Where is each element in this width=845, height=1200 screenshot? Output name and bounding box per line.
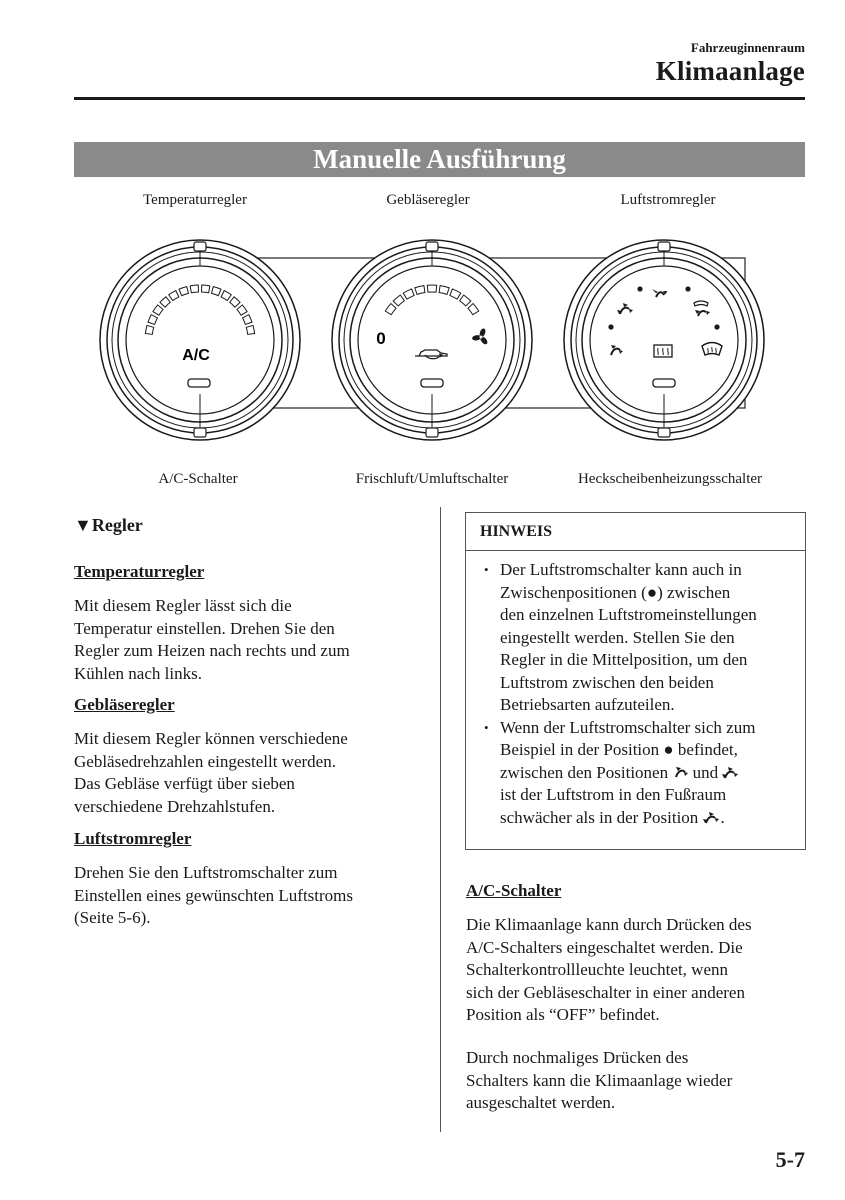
position-dot [714, 324, 719, 329]
paragraph-geblaeseregler: Mit diesem Regler können verschiedene Gebläsedrehzahlen eingestellt werden. Das Gebläse verfügt über sieben verschiedene Drehzahlstufen. [74, 729, 348, 816]
label-ac-schalter: A/C-Schalter [158, 471, 238, 487]
position-dot [608, 324, 613, 329]
ac-switch-indicator[interactable] [188, 379, 210, 387]
bi-level-vent-icon [703, 809, 721, 825]
triangle-down-icon: ▼ [74, 515, 92, 535]
fan-off-label: 0 [376, 329, 386, 348]
label-geblaeseregler: Gebläseregler [386, 192, 470, 208]
heading-ac-schalter: A/C-Schalter [466, 881, 562, 900]
section-banner: Manuelle Ausführung [74, 142, 805, 177]
chapter-title: Klimaanlage [655, 56, 805, 86]
paragraph-luftstromregler: Drehen Sie den Luftstromschalter zum Einstellen eines gewünschten Luftstroms (Seite 5-6). [74, 863, 354, 927]
label-heckscheibe: Heckscheibenheizungsschalter [577, 471, 763, 487]
paragraph-ac-schalter-2: Durch nochmaliges Drücken des Schalters kann die Klimaanlage wieder ausgeschaltet werden. [466, 1048, 733, 1112]
label-temperaturregler: Temperaturregler [143, 192, 247, 208]
section-regler-title: Regler [91, 515, 143, 535]
position-dot [637, 286, 642, 291]
temperature-knob[interactable] [100, 240, 300, 440]
header-rule [74, 97, 805, 100]
bi-level-vent-icon [722, 764, 740, 780]
heading-geblaeseregler: Gebläseregler [74, 695, 175, 714]
section-header: Fahrzeuginnenraum [690, 40, 805, 55]
paragraph-ac-schalter-1: Die Klimaanlage kann durch Drücken des A/C-Schalters eingeschaltet werden. Die Schalterkontrollleuchte leuchtet, wenn sich der Gebläseschalter in einer anderen Position als “OFF” befindet. [466, 915, 752, 1024]
climate-control-panel [0, 185, 845, 470]
fan-speed-knob[interactable] [332, 240, 532, 440]
label-frischluft-umluft: Frischluft/Umluftschalter [355, 471, 509, 487]
position-dot-icon: ● [663, 740, 674, 759]
note-box [465, 512, 806, 850]
ac-label: A/C [182, 347, 210, 364]
section-regler [74, 515, 143, 536]
note-title: HINWEIS [466, 513, 805, 551]
heading-luftstromregler: Luftstromregler [74, 829, 192, 848]
paragraph-temperaturregler: Mit diesem Regler lässt sich die Temperatur einstellen. Drehen Sie den Regler zum Heizen nach rechts und zum Kühlen nach links. [74, 596, 350, 683]
column-divider [440, 507, 441, 1132]
recirculation-switch-indicator[interactable] [421, 379, 443, 387]
label-luftstromregler: Luftstromregler [620, 192, 716, 208]
note-item: • Wenn der Luftstromschalter sich zum Beispiel in der Position ● befindet, zwischen den Positionen und ist der Luftstrom in den Fußraum schwächer als in der Position . [480, 717, 795, 830]
airflow-knob[interactable] [564, 240, 764, 440]
floor-vent-icon [672, 764, 688, 780]
position-dot [685, 286, 690, 291]
page-number: 5-7 [775, 1147, 805, 1172]
rear-defrost-switch-indicator[interactable] [653, 379, 675, 387]
note-item: • Der Luftstromschalter kann auch in Zwischenpositionen (●) zwischen den einzelnen Luftstromeinstellungen eingestellt werden. Stellen Sie den Regler in die Mittelposition, um den Luftstrom zwischen den beiden Betriebsarten aufzuteilen. [480, 559, 795, 717]
heading-temperaturregler: Temperaturregler [74, 562, 205, 581]
